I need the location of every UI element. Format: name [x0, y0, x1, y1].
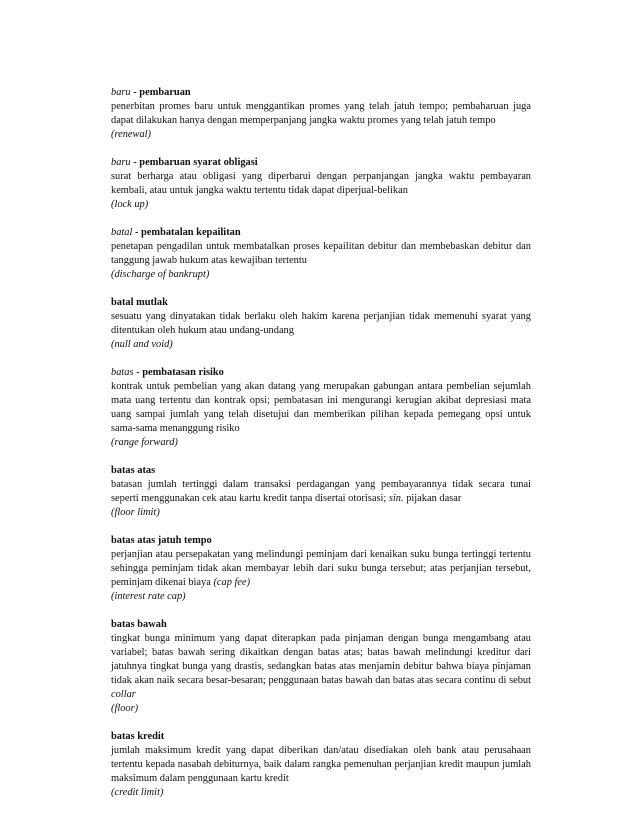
entry-heading: [111, 534, 531, 548]
glossary-entry: [111, 730, 531, 800]
inline-english-term: (cap fee): [213, 577, 251, 588]
definition: penerbitan promes baru untuk menggantikan promes yang telah jatuh tempo; pembaharuan juga dapat dilakukan hanya dengan memperpanjang jangka waktu promes yang telah jatuh tempo: [111, 101, 531, 126]
root-word: batal: [111, 227, 133, 238]
glossary-entry: [111, 226, 531, 282]
root-word: batas: [111, 367, 134, 378]
glossary-entry: [111, 464, 531, 520]
term: batal mutlak: [111, 297, 168, 308]
glossary-entry: [111, 86, 531, 142]
term: batas kredit: [111, 731, 165, 742]
english-equivalent: (floor): [111, 703, 139, 714]
glossary-entry: [111, 296, 531, 352]
synonym-marker: sin.: [388, 493, 404, 504]
root-word: baru: [111, 87, 131, 98]
english-equivalent: (floor limit): [111, 507, 160, 518]
definition: batasan jumlah tertinggi dalam transaksi perdagangan yang pembayarannya tidak secara tunai seperti menggunakan cek atau kartu kredit tanpa disertai otorisasi; sin. pijakan dasar: [111, 479, 531, 504]
entry-heading: batal - pembatalan kepailitan: [111, 227, 241, 238]
term: batas atas jatuh tempo: [111, 535, 212, 546]
definition: tingkat bunga minimum yang dapat diterapkan pada pinjaman dengan bunga mengambang atau variabel; batas bawah sering dikaitkan dengan batas atas; batas bawah melindungi kreditur dari jatuhnya tingkat bunga yang drastis, sedangkan batas atas menjamin debitur bahwa biaya pinjaman tidak akan naik secara besar-besaran; penggunaan batas bawah dan batas atas secara continu di sebut collar: [111, 633, 531, 700]
definition: sesuatu yang dinyatakan tidak berlaku oleh hakim karena perjanjian tidak memenuhi syarat yang ditentukan oleh hukum atau undang-undang: [111, 311, 531, 336]
definition: surat berharga atau obligasi yang diperbarui dengan perpanjangan jangka waktu pembayaran kembali, atau untuk jangka waktu tertentu tidak dapat diperjual-belikan: [111, 171, 531, 196]
definition: penetapan pengadilan untuk membatalkan proses kepailitan debitur dan membebaskan debitur dan tanggung jawab hukum atas kewajiban tertentu: [111, 241, 531, 266]
english-equivalent: (range forward): [111, 437, 178, 448]
english-equivalent: (interest rate cap): [111, 591, 186, 602]
inline-english-term: collar: [111, 689, 136, 700]
term: pembatalan kepailitan: [141, 227, 241, 238]
entry-heading: baru - pembaruan: [111, 87, 191, 98]
english-equivalent: (null and void): [111, 339, 173, 350]
entry-heading: baru - pembaruan syarat obligasi: [111, 157, 258, 168]
entry-heading: [111, 464, 531, 478]
definition: jumlah maksimum kredit yang dapat diberikan dan/atau disediakan oleh bank atau perusahaan tertentu kepada nasabah debiturnya, baik dalam rangka pemenuhan perjanjian kredit maupun jumlah maksimum dalam penggunaan kartu kredit: [111, 745, 531, 784]
entry-heading: batas - pembatasan risiko: [111, 367, 224, 378]
root-word: baru: [111, 157, 131, 168]
english-equivalent: (credit limit): [111, 787, 164, 798]
definition: kontrak untuk pembelian yang akan datang yang merupakan gabungan antara pembelian sejumlah mata uang tertentu dan kontrak opsi; pembatasan ini mengurangi kerugian akibat depresiasi mata uang sampai jumlah yang telah disetujui dan memberikan pilihan kepada pemegang opsi untuk sama-sama menanggung risiko: [111, 381, 531, 434]
entry-heading: [111, 296, 531, 310]
term: batas atas: [111, 465, 156, 476]
glossary-page: [111, 86, 531, 814]
term: batas bawah: [111, 619, 167, 630]
entry-heading: [111, 618, 531, 632]
glossary-entry: [111, 534, 531, 604]
glossary-entry: [111, 618, 531, 716]
glossary-entry: [111, 156, 531, 212]
term: pembatasan risiko: [142, 367, 224, 378]
english-equivalent: (lock up): [111, 199, 149, 210]
definition: perjanjian atau persepakatan yang melindungi peminjam dari kenaikan suku bunga tertinggi tertentu sehingga peminjam tidak akan membayar lebih dari suku bunga tersebut; atas perjanjian tersebut, peminjam dikenai biaya (cap fee): [111, 549, 531, 588]
english-equivalent: (renewal): [111, 129, 152, 140]
english-equivalent: (discharge of bankrupt): [111, 269, 210, 280]
glossary-entry: [111, 366, 531, 450]
term: pembaruan syarat obligasi: [139, 157, 258, 168]
entry-heading: [111, 730, 531, 744]
term: pembaruan: [139, 87, 191, 98]
